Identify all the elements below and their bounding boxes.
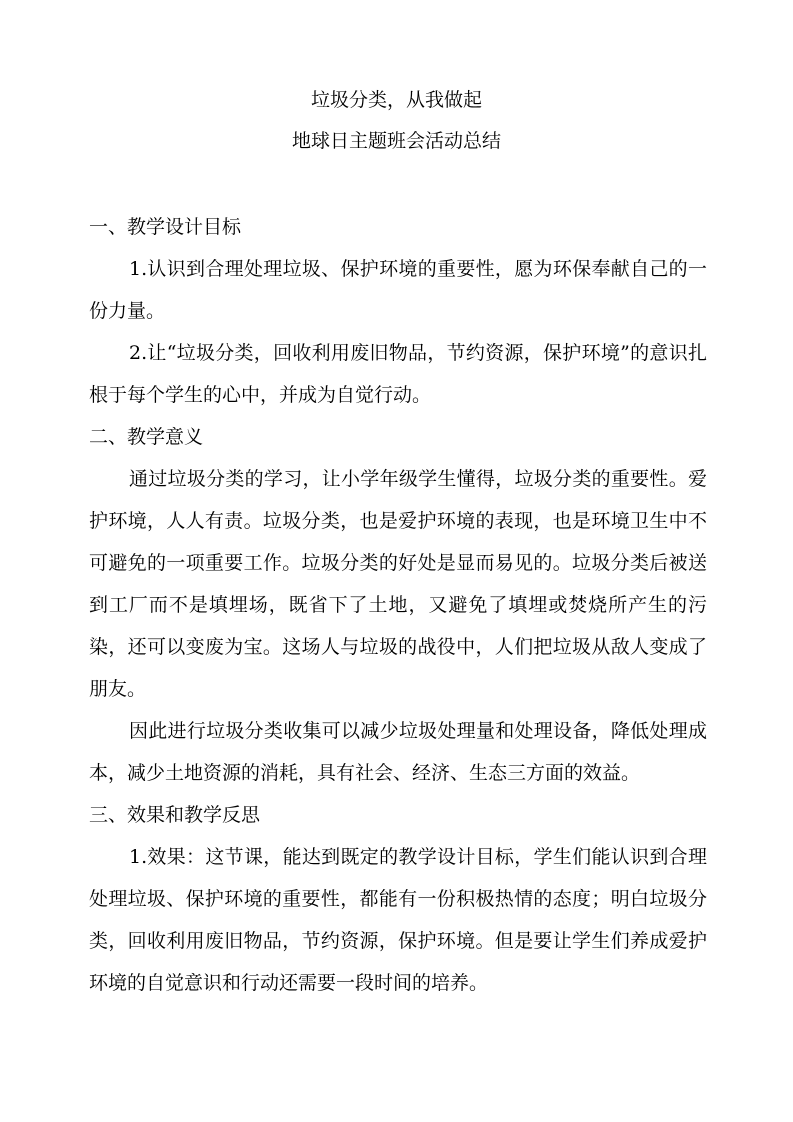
document-subtitle: 地球日主题班会活动总结	[291, 130, 501, 152]
section-heading-goals: 一、教学设计目标	[89, 216, 242, 238]
section-heading-reflection: 三、效果和教学反思	[89, 804, 261, 826]
paragraph: 通过垃圾分类的学习，让小学年级学生懂得，垃圾分类的重要性。爱护环境，人人有责。垃圾分类，也是爱护环境的表现，也是环境卫生中不可避免的一项重要工作。垃圾分类的好处是显而易见的。垃圾分类后被送到工厂而不是填埋场，既省下了土地，又避免了填埋或焚烧所产生的污染，还可以变废为宝。这场人与垃圾的战役中，人们把垃圾从敌人变成了朋友。	[89, 468, 707, 700]
document-title: 垃圾分类，从我做起	[310, 89, 482, 111]
section-heading-significance: 二、教学意义	[89, 426, 204, 448]
document-body	[89, 206, 707, 1004]
paragraph: 2.让“垃圾分类，回收利用废旧物品，节约资源，保护环境”的意识扎根于每个学生的心中，并成为自觉行动。	[89, 342, 707, 406]
paragraph: 因此进行垃圾分类收集可以减少垃圾处理量和处理设备，降低处理成本，减少土地资源的消耗，具有社会、经济、生态三方面的效益。	[89, 720, 707, 784]
paragraph: 1.认识到合理处理垃圾、保护环境的重要性，愿为环保奉献自己的一份力量。	[89, 258, 707, 322]
paragraph: 1.效果：这节课，能达到既定的教学设计目标，学生们能认识到合理处理垃圾、保护环境的重要性，都能有一份积极热情的态度；明白垃圾分类，回收利用废旧物品，节约资源，保护环境。但是要让学生们养成爱护环境的自觉意识和行动还需要一段时间的培养。	[89, 846, 707, 994]
